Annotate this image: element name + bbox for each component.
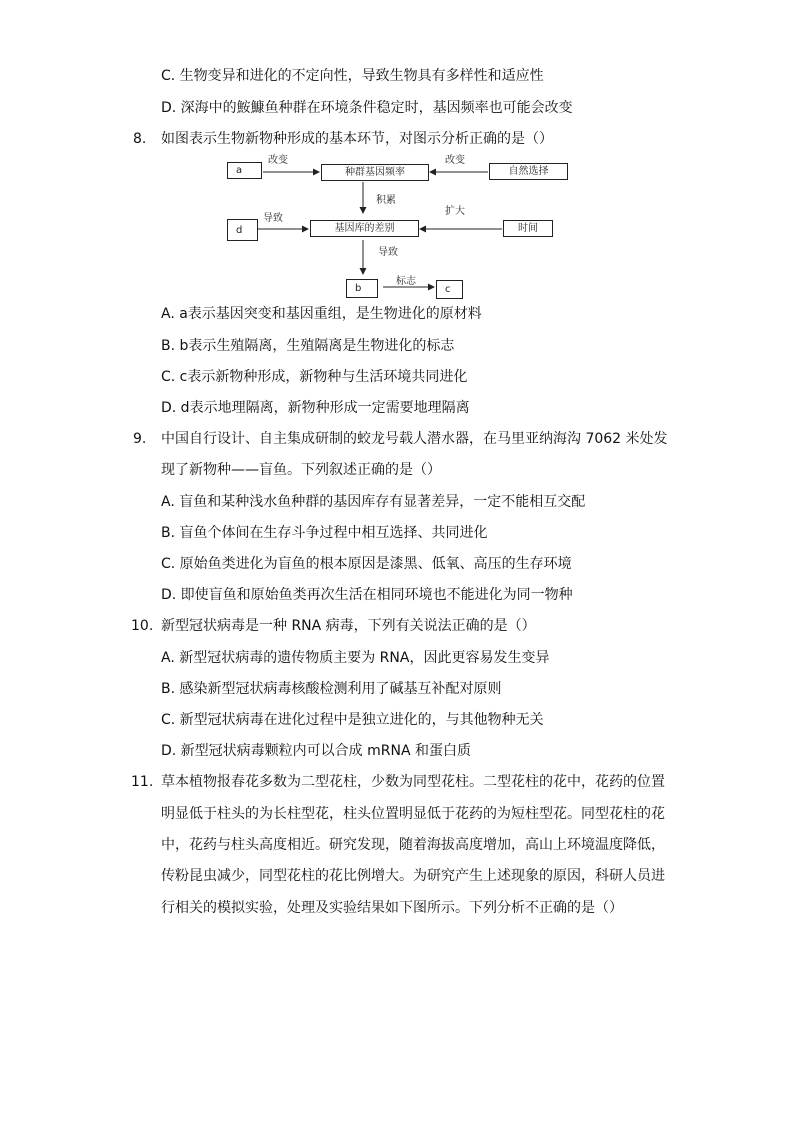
q10-option-d: D. 新型冠状病毒颗粒内可以合成 mRNA 和蛋白质 [161,743,471,759]
box-gene-pool-difference: 基因库的差别 [310,220,419,237]
q9-option-d: D. 即使盲鱼和原始鱼类再次生活在相同环境也不能进化为同一物种 [161,587,573,603]
box-population-gene-frequency: 种群基因频率 [321,164,429,181]
q7-option-d: D. 深海中的鮟鱇鱼种群在环境条件稳定时，基因频率也可能会改变 [161,100,573,116]
label-a-change: 改变 [268,155,288,166]
q11-number: 11. [131,774,154,790]
box-a: a [227,162,262,179]
label-b-lead: 导致 [378,247,398,258]
box-d: d [227,219,258,241]
q11-text-line4: 传粉昆虫减少，同型花柱的花比例增大。为研究产生上述现象的原因，科研人员进 [161,868,665,884]
box-time: 时间 [503,220,553,237]
q8-option-c: C. c表示新物种形成，新物种与生活环境共同进化 [161,369,468,385]
q9-option-c: C. 原始鱼类进化为盲鱼的根本原因是漆黑、低氧、高压的生存环境 [161,556,572,572]
q8-option-b: B. b表示生殖隔离，生殖隔离是生物进化的标志 [161,338,455,354]
q8-number: 8. [133,131,147,147]
q11-text-line5: 行相关的模拟实验，处理及实验结果如下图所示。下列分析不正确的是（） [161,900,623,916]
q9-option-a: A. 盲鱼和某种浅水鱼种群的基因库存有显著差异，一定不能相互交配 [161,494,586,510]
q7-option-c: C. 生物变异和进化的不定向性，导致生物具有多样性和适应性 [161,68,544,84]
q8-option-d: D. d表示地理隔离，新物种形成一定需要地理隔离 [161,400,470,416]
q9-number: 9. [133,431,147,447]
q9-stem-line1: 中国自行设计、自主集成研制的蛟龙号载人潜水器，在马里亚纳海沟 7062 米处发 [161,431,668,447]
label-mark: 标志 [396,276,416,287]
label-expand: 扩大 [445,206,465,217]
q9-option-b: B. 盲鱼个体间在生存斗争过程中相互选择、共同进化 [161,525,488,541]
label-d-lead: 导致 [263,213,283,224]
label-accumulate: 积累 [376,195,396,206]
q10-option-a: A. 新型冠状病毒的遗传物质主要为 RNA，因此更容易发生变异 [161,650,550,666]
q8-option-a: A. a表示基因突变和基因重组，是生物进化的原材料 [161,306,482,322]
q10-option-b: B. 感染新型冠状病毒核酸检测利用了碱基互补配对原则 [161,681,502,697]
diagram-arrows [0,0,794,310]
q8-stem: 如图表示生物新物种形成的基本环节，对图示分析正确的是（） [161,131,553,147]
box-c: c [436,280,463,299]
q11-text-line3: 中，花药与柱头高度相近。研究发现，随着海拔高度增加，高山上环境温度降低， [161,837,665,853]
q10-stem: 新型冠状病毒是一种 RNA 病毒，下列有关说法正确的是（） [161,618,536,634]
q10-number: 10. [131,618,154,634]
q9-stem-line2: 现了新物种——盲鱼。下列叙述正确的是（） [161,462,441,478]
box-natural-selection: 自然选择 [489,163,568,180]
q11-text-line1: 草本植物报春花多数为二型花柱，少数为同型花柱。二型花柱的花中，花药的位置 [161,774,665,790]
label-selection-change: 改变 [445,155,465,166]
box-b: b [346,279,378,298]
q10-option-c: C. 新型冠状病毒在进化过程中是独立进化的，与其他物种无关 [161,712,544,728]
q11-text-line2: 明显低于柱头的为长柱型花，柱头位置明显低于花药的为短柱型花。同型花柱的花 [161,806,665,822]
